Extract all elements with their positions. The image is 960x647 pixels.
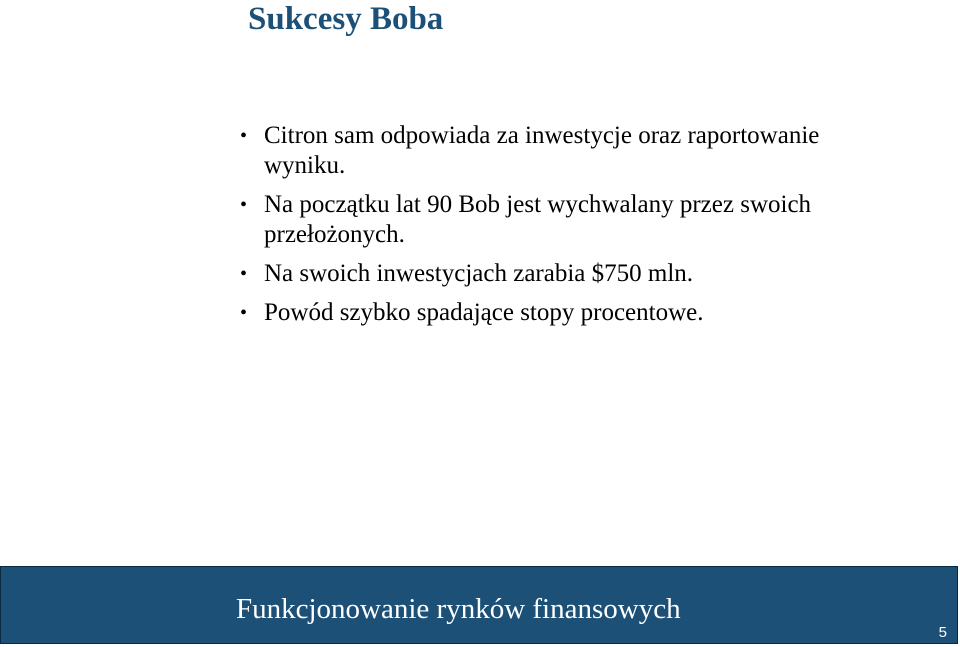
bullet-icon: •: [240, 263, 248, 285]
footer-title: Funkcjonowanie rynków finansowych: [236, 593, 681, 625]
bullet-list: [238, 121, 858, 337]
bullet-item: [238, 259, 858, 289]
bullet-icon: •: [240, 125, 248, 147]
bullet-text: Na swoich inwestycjach zarabia $750 mln.: [264, 260, 694, 287]
footer-bar: [0, 566, 958, 644]
bullet-text: Citron sam odpowiada za inwestycje oraz raportowanie wyniku.: [264, 122, 820, 179]
bullet-item: [238, 121, 858, 181]
bullet-text: Powód szybko spadające stopy procentowe.: [264, 299, 704, 326]
bullet-item: [238, 190, 858, 250]
bullet-icon: •: [240, 194, 248, 216]
bullet-item: [238, 298, 858, 328]
slide-title: Sukcesy Boba: [248, 1, 444, 37]
page-number: 5: [938, 624, 947, 641]
bullet-icon: •: [240, 302, 248, 324]
bullet-text: Na początku lat 90 Bob jest wychwalany przez swoich przełożonych.: [264, 191, 812, 248]
